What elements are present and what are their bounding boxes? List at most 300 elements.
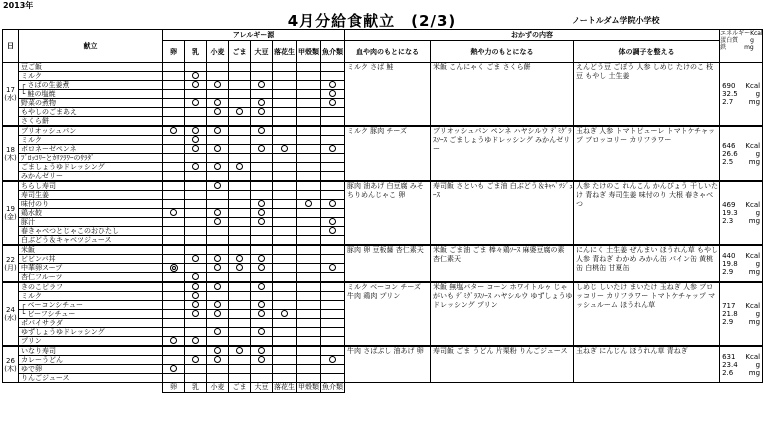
allergen-cell [163, 81, 185, 90]
allergen-cell [297, 245, 321, 255]
nutrition-protein-value: 21.8 [722, 310, 738, 318]
table-row [3, 346, 763, 356]
allergen-cell [251, 154, 273, 163]
allergen-cell [273, 356, 297, 365]
day-date: 17 [6, 86, 15, 94]
allergen-circle-icon [170, 365, 177, 372]
allergen-cell [163, 365, 185, 374]
allergen-peanut: 落花生 [273, 41, 297, 63]
allergen-cell [251, 209, 273, 218]
blood-header: 血や肉のもとになる [345, 41, 431, 63]
allergen-cell [251, 245, 273, 255]
allergen-cell [163, 374, 185, 383]
day-weekday: (月) [4, 263, 17, 272]
allergen-cell [321, 227, 345, 236]
allergen-cell [207, 117, 229, 127]
day-cell [3, 181, 19, 245]
allergen-cell [185, 282, 207, 292]
allergen-cell [185, 273, 207, 283]
allergen-circle-icon [258, 347, 265, 354]
allergen-cell [163, 200, 185, 209]
allergen-cell [229, 72, 251, 81]
energy-foods-cell: 米飯 ごま油 ごま 棒々鶏ｿｰｽ 麻婆豆腐の素 杏仁素天 [431, 245, 574, 282]
allergen-cell [229, 337, 251, 347]
allergen-cell [229, 346, 251, 356]
allergen-cell [185, 245, 207, 255]
allergen-circle-icon [236, 255, 243, 262]
allergen-circle-icon [329, 356, 336, 363]
allergen-cell [273, 90, 297, 99]
allergen-cell [273, 172, 297, 182]
allergen-cell [251, 145, 273, 154]
allergen-cell [185, 255, 207, 264]
blood-foods-cell: 豚肉 油あげ 白豆腐 みそ ちりめんじゃこ 卵 [345, 181, 431, 245]
allergen-cell [251, 337, 273, 347]
allergen-cell [185, 99, 207, 108]
allergen-cell [185, 181, 207, 191]
allergen-cell [273, 154, 297, 163]
allergen-cell [185, 365, 207, 374]
menu-item: 寿司生姜 [19, 191, 163, 200]
allergen-cell [207, 200, 229, 209]
allergen-circle-icon [258, 264, 265, 271]
allergen-circle-icon [192, 310, 199, 317]
body-foods-cell: 玉ねぎ 人参 トマトピューレ トマトケチャップ ブロッコリー カリフラワー [574, 126, 720, 181]
footer-allergen-milk: 乳 [185, 383, 207, 393]
allergen-circle-icon [258, 209, 265, 216]
allergen-circle-icon [258, 145, 265, 152]
day-weekday: (木) [4, 153, 17, 162]
allergen-cell [163, 63, 185, 72]
allergen-cell [251, 365, 273, 374]
allergen-circle-icon [192, 255, 199, 262]
nutrition-iron-value: 2.5 [722, 157, 734, 166]
energy-foods-cell: 寿司飯 さといも ごま油 白ぶどう＆ｷｬﾍﾞﾂｼﾞｭｰｽ [431, 181, 574, 245]
allergen-cell [163, 209, 185, 218]
allergen-cell [163, 337, 185, 347]
allergen-cell [185, 346, 207, 356]
allergen-cell [297, 63, 321, 72]
nutrition-energy [722, 82, 762, 90]
allergen-cell [207, 301, 229, 310]
nutrition-energy-unit: Kcal [745, 302, 761, 310]
allergen-circle-icon [258, 283, 265, 290]
allergen-cell [321, 328, 345, 337]
menu-item: きのこピラフ [19, 282, 163, 292]
menu-item: ブリオッシュパン [19, 126, 163, 136]
allergen-circle-icon [258, 108, 265, 115]
allergen-cell [251, 319, 273, 328]
allergen-cell [163, 126, 185, 136]
allergen-cell [207, 81, 229, 90]
allergen-cell [207, 72, 229, 81]
day-date: 19 [6, 205, 15, 213]
allergen-cell [297, 328, 321, 337]
blood-foods-cell: ミルク さば 鮭 [345, 63, 431, 127]
nutrition-protein-value: 23.4 [722, 360, 738, 369]
allergen-cell [185, 72, 207, 81]
allergen-cell [297, 337, 321, 347]
menu-item: ミルク [19, 72, 163, 81]
allergen-circle-icon [192, 273, 199, 280]
allergen-cell [207, 236, 229, 246]
allergen-cell [321, 346, 345, 356]
menu-item: ﾌﾞﾛｯｺﾘｰとｶﾘﾌﾗﾜｰのｻﾗﾀﾞ [19, 154, 163, 163]
menu-item: 野菜の煮物 [19, 99, 163, 108]
menu-item: 杏仁フルーツ [19, 273, 163, 283]
nutrition-energy-value: 631 [722, 352, 736, 361]
footer-allergen-wheat: 小麦 [207, 383, 229, 393]
allergen-cell [321, 282, 345, 292]
blood-foods-cell: 豚肉 卵 豆板醤 杏仁素天 [345, 245, 431, 282]
nutrition-protein-unit: g [755, 360, 761, 369]
footer-allergen-seafood: 魚介類 [322, 383, 344, 391]
allergen-cell [251, 292, 273, 301]
nutrition-protein-value: 32.5 [722, 90, 738, 98]
allergen-cell [207, 218, 229, 227]
allergen-cell [163, 245, 185, 255]
allergen-cell [163, 282, 185, 292]
allergen-cell [251, 346, 273, 356]
allergen-circle-icon [192, 136, 199, 143]
menu-item: ボロネーゼペンネ [19, 145, 163, 154]
allergen-circle-icon [329, 90, 336, 97]
allergen-cell [229, 218, 251, 227]
page-title: 4月分給食献立 (2/3) [287, 12, 457, 30]
energy-foods-cell: 米飯 こんにゃく ごま さくら餅 [431, 63, 574, 127]
allergen-circle-icon [214, 81, 221, 88]
allergen-cell [273, 337, 297, 347]
allergen-cell [321, 72, 345, 81]
nutrition-header-iron: 鉄 mg [720, 44, 754, 51]
allergen-circle-icon [258, 127, 265, 134]
allergen-cell [185, 145, 207, 154]
allergen-cell [297, 181, 321, 191]
allergen-cell [229, 374, 251, 383]
allergen-cell [297, 117, 321, 127]
allergen-cell [229, 191, 251, 200]
allergen-circle-icon [329, 81, 336, 88]
day-header: 日 [3, 30, 19, 63]
allergen-cell [321, 154, 345, 163]
allergen-cell [251, 172, 273, 182]
allergen-circle-icon [258, 255, 265, 262]
allergen-circle-icon [214, 347, 221, 354]
menu-item: ミルク [19, 136, 163, 145]
menu-item: 豆ご飯 [19, 63, 163, 72]
allergen-cell [229, 365, 251, 374]
footer-allergen-peanut: 落花生 [274, 383, 295, 391]
allergen-circle-icon [214, 283, 221, 290]
allergen-cell [207, 145, 229, 154]
allergen-cell [251, 282, 273, 292]
table-row [3, 245, 763, 255]
allergen-cell [251, 273, 273, 283]
allergen-circle-icon [329, 200, 336, 207]
nutrition-iron-value: 2.3 [722, 217, 734, 225]
allergen-circle-icon [258, 328, 265, 335]
allergen-cell [273, 218, 297, 227]
menu-item: 豚汁 [19, 218, 163, 227]
menu-item: 米飯 [19, 245, 163, 255]
allergen-circle-icon [214, 356, 221, 363]
allergen-cell [229, 245, 251, 255]
allergen-cell [273, 264, 297, 273]
allergen-cell [229, 310, 251, 319]
allergen-cell [273, 117, 297, 127]
day-cell [3, 346, 19, 383]
allergen-cell [251, 136, 273, 145]
allergen-cell [185, 218, 207, 227]
allergen-cell [163, 273, 185, 283]
allergen-circle-icon [192, 163, 199, 170]
allergen-cell [321, 172, 345, 182]
allergen-cell [163, 117, 185, 127]
blood-foods-cell: 牛肉 さばぶし 油あげ 卵 [345, 346, 431, 383]
allergen-cell [321, 81, 345, 90]
allergen-cell [321, 365, 345, 374]
allergen-seafood: 魚介類 [321, 41, 345, 63]
ingredients-header: おかずの内容 [345, 30, 720, 41]
allergen-cell [273, 255, 297, 264]
allergen-cell [185, 81, 207, 90]
allergen-cell [207, 264, 229, 273]
nutrition-protein-unit: g [755, 90, 761, 98]
allergen-cell [297, 301, 321, 310]
menu-item: ┌ ベーコンシチュー [19, 301, 163, 310]
allergen-cell [163, 72, 185, 81]
day-weekday: (木) [4, 364, 17, 373]
allergen-cell [321, 200, 345, 209]
allergen-cell [297, 136, 321, 145]
allergen-circle-icon [192, 283, 199, 290]
allergen-cell [297, 172, 321, 182]
allergen-circle-icon [258, 81, 265, 88]
menu-item: カレーうどん [19, 356, 163, 365]
allergen-cell [273, 310, 297, 319]
allergen-cell [185, 301, 207, 310]
allergen-cell [321, 245, 345, 255]
day-date: 18 [6, 145, 15, 154]
allergen-cell [297, 374, 321, 383]
allergen-cell [163, 163, 185, 172]
allergen-cell [251, 72, 273, 81]
allergen-cell [185, 209, 207, 218]
allergen-cell [273, 63, 297, 72]
energy-foods-cell: 寿司飯 ごま うどん 片栗粉 りんごジュース [431, 346, 574, 383]
allergen-cell [273, 163, 297, 172]
menu-table [2, 29, 763, 393]
allergen-cell [229, 117, 251, 127]
allergen-egg: 卵 [163, 41, 185, 63]
allergen-cell [297, 200, 321, 209]
allergen-cell [229, 273, 251, 283]
allergen-circle-icon [258, 218, 265, 225]
allergen-cell [229, 292, 251, 301]
nutrition-cell [720, 346, 763, 383]
allergen-cell [229, 81, 251, 90]
allergen-cell [321, 99, 345, 108]
allergen-cell [273, 245, 297, 255]
allergen-cell [321, 337, 345, 347]
nutrition-iron-unit: mg [748, 267, 761, 276]
menu-item: └ ビーフシチュー [19, 310, 163, 319]
nutrition-protein-value: 19.8 [722, 259, 738, 268]
day-cell [3, 245, 19, 282]
menu-item: ちらし寿司 [19, 181, 163, 191]
table-row [3, 126, 763, 136]
allergen-sesame: ごま [229, 41, 251, 63]
allergen-cell [321, 273, 345, 283]
allergen-cell [229, 227, 251, 236]
allergen-cell [207, 136, 229, 145]
allergen-cell [185, 264, 207, 273]
menu-item: ビビンバ丼 [19, 255, 163, 264]
allergen-cell [251, 356, 273, 365]
allergen-cell [163, 310, 185, 319]
allergen-cell [229, 99, 251, 108]
allergen-cell [273, 282, 297, 292]
allergen-cell [273, 236, 297, 246]
nutrition-protein-unit: g [755, 259, 761, 268]
allergen-cell [163, 356, 185, 365]
nutrition-iron [722, 158, 762, 166]
allergen-cell [207, 292, 229, 301]
nutrition-iron-value: 2.7 [722, 98, 734, 106]
allergen-cell [297, 90, 321, 99]
allergen-cell [321, 163, 345, 172]
allergen-cell [229, 328, 251, 337]
nutrition-iron-value: 2.6 [722, 368, 734, 377]
allergen-cell [321, 301, 345, 310]
allergen-circle-icon [214, 163, 221, 170]
allergen-cell [273, 374, 297, 383]
nutrition-protein [722, 260, 762, 268]
allergen-cell [185, 356, 207, 365]
nutrition-protein-value: 26.6 [722, 149, 738, 158]
allergen-circle-icon [192, 301, 199, 308]
allergen-cell [229, 63, 251, 72]
allergen-circle-icon [192, 337, 199, 344]
allergen-cell [163, 90, 185, 99]
allergen-cell [163, 181, 185, 191]
allergen-cell [185, 154, 207, 163]
allergen-circle-icon [258, 301, 265, 308]
allergen-cell [273, 200, 297, 209]
table-row [3, 282, 763, 292]
allergy-header: アレルギー源 [163, 30, 345, 41]
allergen-cell [321, 117, 345, 127]
allergen-cell [321, 292, 345, 301]
menu-body [3, 63, 763, 383]
allergen-cell [273, 365, 297, 374]
allergen-cell [251, 108, 273, 117]
allergen-cell [321, 136, 345, 145]
allergen-cell [273, 319, 297, 328]
allergen-cell [251, 374, 273, 383]
allergen-cell [185, 117, 207, 127]
allergen-cell [163, 136, 185, 145]
day-weekday: (水) [4, 94, 17, 102]
allergen-cell [229, 126, 251, 136]
body-foods-cell: 人参 たけのこ れんこん かんぴょう 干しいたけ 青ねぎ 寿司生姜 味付のり 大根 春きゃべつ [574, 181, 720, 245]
nutrition-iron-unit: mg [748, 368, 761, 377]
energy-header: 熱や力のもとになる [431, 41, 574, 63]
nutrition-energy-unit: Kcal [745, 82, 761, 90]
allergen-cell [297, 356, 321, 365]
allergen-cell [321, 319, 345, 328]
allergen-circle-icon [170, 209, 177, 216]
day-cell [3, 63, 19, 127]
allergen-circle-icon [236, 163, 243, 170]
energy-foods-cell: 米飯 無塩バター コーン ホワイトルゥ じゃがいも ﾃﾞﾐｸﾞﾗｽｿｰｽ ハヤシルウ ゆずしょうゆドレッシング プリン [431, 282, 574, 346]
allergen-cell [321, 126, 345, 136]
allergen-cell [163, 145, 185, 154]
allergen-cell [321, 181, 345, 191]
allergen-circle-icon [329, 264, 336, 271]
allergen-cell [163, 346, 185, 356]
allergen-cell [251, 163, 273, 172]
allergen-footer-row [3, 383, 763, 393]
allergen-circle-icon [281, 145, 288, 152]
day-cell [3, 282, 19, 346]
allergen-cell [163, 292, 185, 301]
allergen-cell [297, 310, 321, 319]
allergen-cell [297, 264, 321, 273]
nutrition-energy-unit: Kcal [745, 201, 761, 209]
nutrition-protein-unit: g [755, 149, 761, 158]
nutrition-cell [720, 63, 763, 127]
table-row [3, 63, 763, 72]
allergen-cell [251, 236, 273, 246]
body-foods-cell: しめじ しいたけ まいたけ 玉ねぎ 人参 ブロッコリー カリフラワー トマトケチャップ マッシュルーム ほうれん草 [574, 282, 720, 346]
allergen-cell [207, 337, 229, 347]
allergen-cell [229, 319, 251, 328]
nutrition-protein [722, 209, 762, 217]
nutrition-energy-value: 717 [722, 302, 736, 310]
allergen-circle-icon [214, 255, 221, 262]
allergen-circle-icon [214, 99, 221, 106]
allergen-cell [321, 63, 345, 72]
nutrition-energy [722, 252, 762, 260]
menu-item: └ 鮭の塩焼 [19, 90, 163, 99]
menu-item: 白ぶどう＆キャベツジュース [19, 236, 163, 246]
nutrition-iron [722, 318, 762, 326]
menu-item: もやしのごまあえ [19, 108, 163, 117]
allergen-cell [207, 108, 229, 117]
nutrition-iron [722, 369, 762, 377]
nutrition-iron-unit: mg [748, 157, 761, 166]
allergen-circle-icon [214, 301, 221, 308]
day-date: 22 [6, 255, 15, 264]
nutrition-energy [722, 201, 762, 209]
allergen-cell [185, 200, 207, 209]
school-name: ノートルダム学院小学校 [572, 16, 660, 25]
allergen-cell [163, 328, 185, 337]
allergen-cell [273, 328, 297, 337]
nutrition-energy-unit: Kcal [745, 352, 761, 361]
day-cell [3, 126, 19, 181]
allergen-cell [207, 181, 229, 191]
allergen-cell [251, 200, 273, 209]
allergen-cell [321, 374, 345, 383]
allergen-cell [297, 218, 321, 227]
allergen-cell [229, 282, 251, 292]
allergen-circle-icon [305, 200, 312, 207]
allergen-cell [321, 236, 345, 246]
allergen-circle-icon [258, 356, 265, 363]
menu-item: ポパイサラダ [19, 319, 163, 328]
